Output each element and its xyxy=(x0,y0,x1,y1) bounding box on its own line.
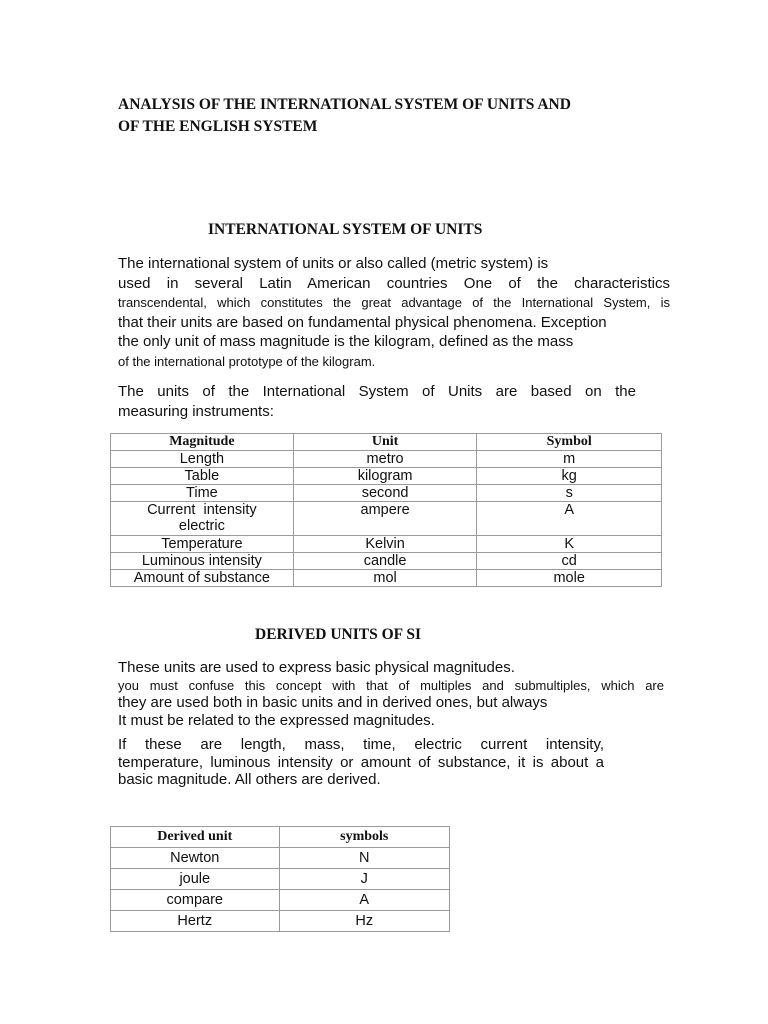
title-line: OF THE ENGLISH SYSTEM xyxy=(118,118,318,135)
unit-cell: mol xyxy=(293,570,477,587)
column-header-unit: Unit xyxy=(293,434,477,451)
paragraph-line: If these are length, mass, time, electric current intensity, xyxy=(118,736,604,753)
magnitude-cell: Temperature xyxy=(111,536,294,553)
derived-units-table xyxy=(110,826,450,932)
table-row xyxy=(111,485,662,502)
paragraph-line: you must confuse this concept with that of multiples and submultiples, which are xyxy=(118,677,664,693)
table-row xyxy=(111,869,450,890)
paragraph-line: measuring instruments: xyxy=(118,402,274,420)
paragraph-line: temperature, luminous intensity or amount of substance, it is about a xyxy=(118,753,604,771)
derived-unit-cell: Hertz xyxy=(111,911,280,932)
magnitude-cell-line: Current intensity xyxy=(147,502,257,518)
paragraph-line: It must be related to the expressed magnitudes. xyxy=(118,711,435,729)
magnitude-cell xyxy=(111,502,294,536)
derived-unit-cell: joule xyxy=(111,869,280,890)
symbol-cell: mole xyxy=(477,570,662,587)
paragraph-line: the only unit of mass magnitude is the kilogram, defined as the mass xyxy=(118,333,574,350)
column-header-symbol: Symbol xyxy=(477,434,662,451)
derived-paragraph-2 xyxy=(118,736,604,789)
paragraph-line: These units are used to express basic physical magnitudes. xyxy=(118,659,515,676)
magnitude-cell: Length xyxy=(111,451,294,468)
unit-cell: metro xyxy=(293,451,477,468)
title-line: ANALYSIS OF THE INTERNATIONAL SYSTEM OF UNITS AND xyxy=(118,96,571,113)
paragraph-line: they are used both in basic units and in derived ones, but always xyxy=(118,694,548,711)
derived-paragraph-1 xyxy=(118,659,664,729)
symbol-cell: A xyxy=(477,502,662,536)
paragraph-line: used in several Latin American countries One of the characteristics xyxy=(118,274,670,292)
table-row xyxy=(111,451,662,468)
unit-cell: kilogram xyxy=(293,468,477,485)
table-row xyxy=(111,848,450,869)
magnitude-cell: Amount of substance xyxy=(111,570,294,587)
unit-cell: second xyxy=(293,485,477,502)
symbol-cell: kg xyxy=(477,468,662,485)
column-header-magnitude: Magnitude xyxy=(111,434,294,451)
paragraph-line: The international system of units or also called (metric system) is xyxy=(118,255,549,272)
table-header-row xyxy=(111,434,662,451)
unit-cell: Kelvin xyxy=(293,536,477,553)
table-header-row xyxy=(111,827,450,848)
table-row xyxy=(111,890,450,911)
table-row xyxy=(111,502,662,536)
isu-intro-paragraph xyxy=(118,254,670,371)
isu-units-paragraph xyxy=(118,382,636,421)
table-row xyxy=(111,911,450,932)
symbol-cell: cd xyxy=(477,553,662,570)
section-heading-isu: INTERNATIONAL SYSTEM OF UNITS xyxy=(208,221,483,238)
symbol-cell: N xyxy=(279,848,449,869)
column-header-symbols: symbols xyxy=(279,827,449,848)
magnitude-cell: Luminous intensity xyxy=(111,553,294,570)
table-row xyxy=(111,468,662,485)
table-row xyxy=(111,553,662,570)
table-row xyxy=(111,570,662,587)
base-units-table xyxy=(110,433,662,587)
unit-cell: candle xyxy=(293,553,477,570)
paragraph-line: The units of the International System of Units are based on the xyxy=(118,383,636,400)
symbol-cell: s xyxy=(477,485,662,502)
symbol-cell: J xyxy=(279,869,449,890)
paragraph-line: of the international prototype of the kilogram. xyxy=(118,353,376,369)
document-title xyxy=(118,94,571,138)
paragraph-line: transcendental, which constitutes the great advantage of the International System, is xyxy=(118,295,670,310)
symbol-cell: K xyxy=(477,536,662,553)
paragraph-line: basic magnitude. All others are derived. xyxy=(118,771,381,788)
symbol-cell: A xyxy=(279,890,449,911)
paragraph-line: that their units are based on fundamental physical phenomena. Exception xyxy=(118,313,607,331)
magnitude-cell: Time xyxy=(111,485,294,502)
symbol-cell: Hz xyxy=(279,911,449,932)
section-heading-derived: DERIVED UNITS OF SI xyxy=(255,626,422,643)
unit-cell: ampere xyxy=(293,502,477,536)
magnitude-cell: Table xyxy=(111,468,294,485)
magnitude-cell-line: electric xyxy=(178,518,225,534)
derived-unit-cell: Newton xyxy=(111,848,280,869)
derived-unit-cell: compare xyxy=(111,890,280,911)
column-header-derived-unit: Derived unit xyxy=(111,827,280,848)
symbol-cell: m xyxy=(477,451,662,468)
table-row xyxy=(111,536,662,553)
